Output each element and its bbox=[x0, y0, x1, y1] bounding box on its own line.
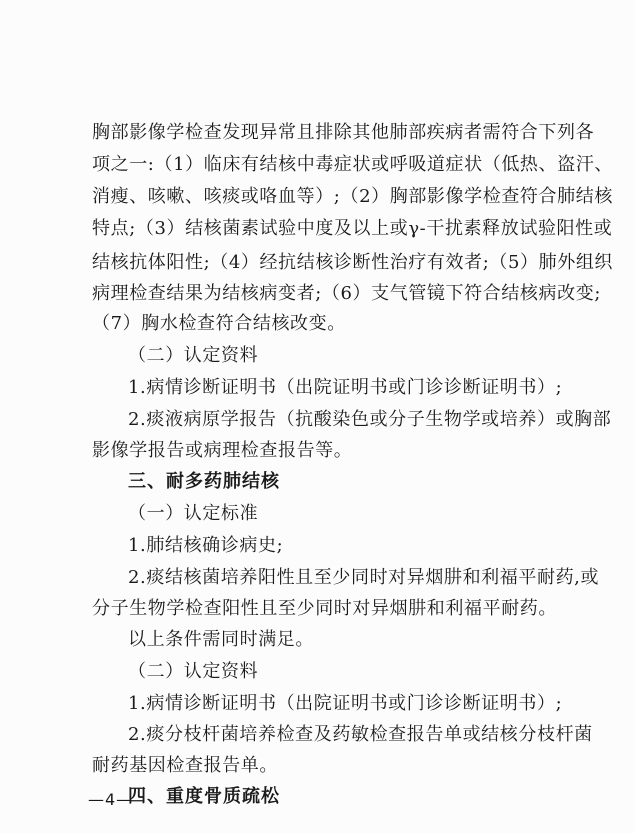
list-item: 2.痰液病原学报告（抗酸染色或分子生物学或培养）或胸部 bbox=[128, 409, 612, 430]
section-subheading: （一）认定标准 bbox=[128, 503, 259, 524]
body-text-line: 消瘦、咳嗽、咳痰或咯血等）;（2）胸部影像学检查符合肺结核 bbox=[92, 186, 613, 207]
body-text-line: （7）胸水检查符合结核改变。 bbox=[92, 313, 346, 334]
body-text-line: 胸部影像学检查发现异常且排除其他肺部疾病者需符合下列各 bbox=[92, 122, 595, 143]
list-item: 1.病情诊断证明书（出院证明书或门诊诊断证明书）; bbox=[128, 693, 563, 714]
list-item: 2.痰分枝杆菌培养检查及药敏检查报告单或结核分枝杆菌 bbox=[128, 724, 593, 745]
list-item: 1.肺结核确诊病史; bbox=[128, 535, 284, 556]
body-text-line: 结核抗体阳性;（4）经抗结核诊断性治疗有效者;（5）肺外组织 bbox=[92, 252, 614, 273]
list-item: 2.痰结核菌培养阳性且至少同时对异烟肼和利福平耐药,或 bbox=[128, 567, 600, 588]
section-subheading: （二）认定资料 bbox=[128, 661, 259, 682]
list-item: 1.病情诊断证明书（出院证明书或门诊诊断证明书）; bbox=[128, 377, 563, 398]
body-text-line: 分子生物学检查阳性且至少同时对异烟肼和利福平耐药。 bbox=[92, 598, 557, 619]
body-text-line: 特点;（3）结核菌素试验中度及以上或γ-干扰素释放试验阳性或 bbox=[92, 218, 613, 239]
body-text-line: 病理检查结果为结核病变者;（6）支气管镜下符合结核病改变; bbox=[92, 283, 601, 304]
body-text-line: 耐药基因检查报告单。 bbox=[92, 755, 278, 776]
body-text-line: 项之一:（1）临床有结核中毒症状或呼吸道症状（低热、盗汗、 bbox=[92, 154, 613, 175]
section-heading: 三、耐多药肺结核 bbox=[128, 471, 280, 492]
section-subheading: （二）认定资料 bbox=[128, 345, 259, 366]
section-heading: 四、重度骨质疏松 bbox=[128, 786, 280, 807]
body-text-line: 以上条件需同时满足。 bbox=[128, 629, 314, 650]
body-text-line: 影像学报告或病理检查报告等。 bbox=[92, 440, 353, 461]
page-number: —4— bbox=[88, 790, 134, 809]
